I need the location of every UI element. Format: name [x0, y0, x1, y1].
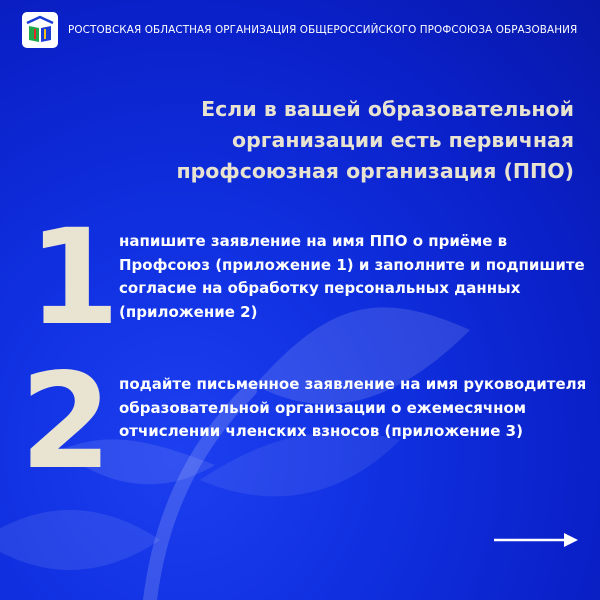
- profsoyuz-logo-icon: [22, 12, 58, 48]
- step-2-text: подайте письменное заявление на имя руководителя образовательной организации о ежемесячном отчислении членских взносов (приложение 3): [119, 375, 587, 440]
- step-2-number: 2: [20, 345, 112, 499]
- step-1-text: напишите заявление на имя ППО о приёме в Профсоюз (приложение 1) и заполните и подпишите согласие на обработку персональных данных (приложение 2): [119, 232, 585, 321]
- arrow-right-icon[interactable]: [492, 531, 580, 549]
- organization-name: РОСТОВСКАЯ ОБЛАСТНАЯ ОРГАНИЗАЦИЯ ОБЩЕРОССИЙСКОГО ПРОФСОЮЗА ОБРАЗОВАНИЯ: [68, 24, 578, 36]
- step-1-number: 1: [28, 201, 120, 355]
- header: [22, 12, 577, 48]
- page-heading: Если в вашей образовательной организации есть первичная профсоюзная организация (ППО): [176, 97, 574, 183]
